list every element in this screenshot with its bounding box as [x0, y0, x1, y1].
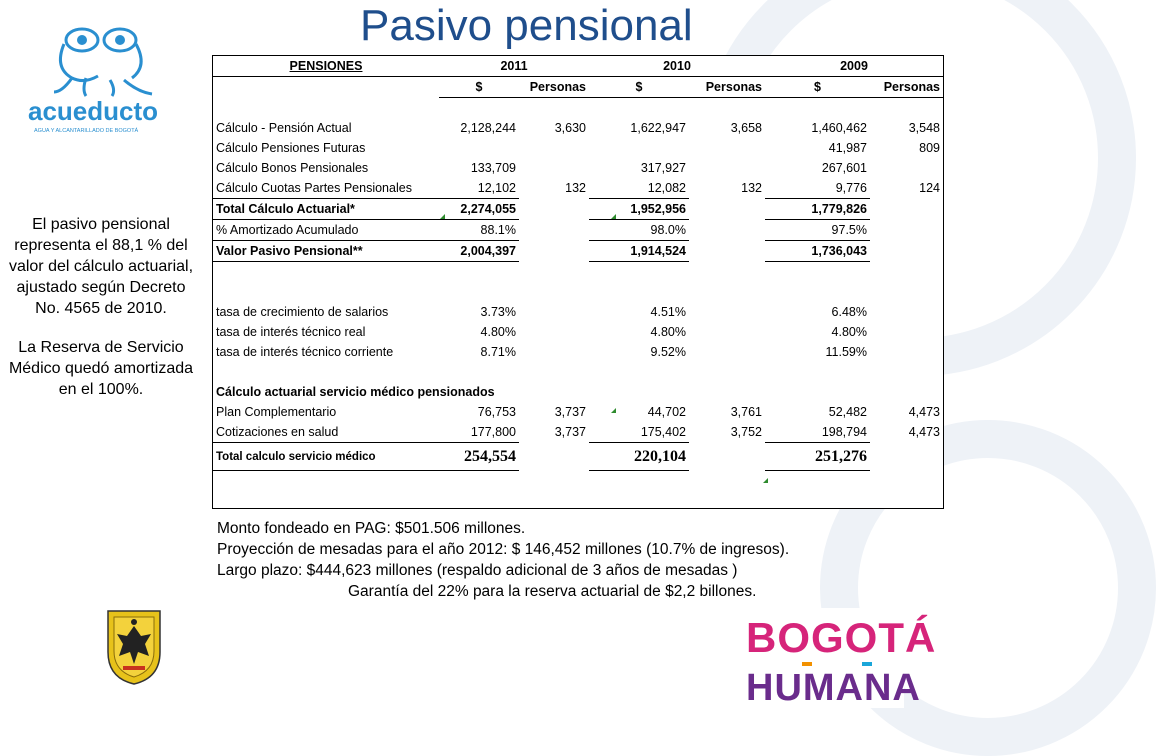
notes [217, 518, 947, 602]
table-row [213, 322, 943, 342]
people-column-header: Personas [519, 77, 589, 98]
value-cell: 88.1% [480, 223, 516, 237]
row-label: tasa de crecimiento de salarios [216, 305, 389, 319]
people-cell: 3,761 [730, 405, 762, 419]
people-cell: 124 [919, 181, 940, 196]
row-label: Total calculo servicio médico [213, 443, 439, 471]
row-label: Cálculo Pensiones Futuras [216, 141, 366, 155]
row-label: tasa de interés técnico corriente [216, 345, 394, 359]
value-cell: 12,082 [647, 181, 686, 195]
value-cell: 44,702 [647, 405, 686, 419]
people-column-header: Personas [689, 77, 765, 98]
value-cell: 1,952,956 [589, 199, 689, 220]
people-cell: 3,630 [554, 121, 586, 135]
value-cell: 52,482 [828, 405, 867, 419]
table-row [213, 220, 943, 241]
value-cell: 1,460,462 [811, 121, 867, 135]
value-cell: 220,104 [589, 443, 689, 471]
value-cell: 12,102 [477, 181, 516, 195]
row-label: Plan Complementario [216, 405, 337, 419]
page-title: Pasivo pensional [360, 1, 693, 50]
row-label: tasa de interés técnico real [216, 325, 366, 339]
money-column-header: $ [765, 77, 870, 98]
value-cell: 2,128,244 [460, 121, 516, 135]
row-label: % Amortizado Acumulado [216, 223, 359, 237]
value-cell: 2,004,397 [439, 241, 519, 262]
value-cell: 1,779,826 [765, 199, 870, 220]
value-cell: 8.71% [480, 345, 516, 359]
money-column-header: $ [439, 77, 519, 98]
note-line: Proyección de mesadas para el año 2012: $ 146,452 millones (10.7% de ingresos). [217, 541, 790, 558]
total-row [213, 443, 943, 471]
people-cell: 3,737 [554, 405, 586, 419]
table-header-row [213, 56, 943, 77]
row-label: Cálculo Bonos Pensionales [216, 161, 369, 175]
people-cell: 3,752 [730, 425, 762, 440]
note-line: Largo plazo: $444,623 millones (respaldo adicional de 3 años de mesadas ) [217, 562, 738, 579]
logo-name: acueducto [28, 96, 159, 126]
value-cell: 9.52% [650, 345, 686, 359]
comment-marker-icon [611, 408, 616, 413]
value-cell: 133,709 [470, 161, 516, 175]
spacer-row [213, 282, 943, 302]
year-2011-header: 2011 [439, 56, 589, 77]
value-cell: 254,554 [439, 443, 519, 471]
row-label: Cálculo Cuotas Partes Pensionales [216, 181, 412, 195]
side-paragraph: El pasivo pensional representa el 88,1 % del valor del cálculo actuarial, ajustado según Decreto No. 4565 de 2010. [8, 216, 194, 317]
comment-marker-icon [440, 214, 445, 219]
acueducto-logo [24, 18, 184, 138]
people-cell: 4,473 [908, 425, 940, 440]
medico-section-header: Cálculo actuarial servicio médico pensionados [216, 385, 495, 399]
people-cell: 3,737 [554, 425, 586, 440]
note-line: Garantía del 22% para la reserva actuarial de $2,2 billones. [348, 583, 757, 600]
logo-subtitle: AGUA Y ALCANTARILLADO DE BOGOTÁ [34, 128, 139, 134]
value-cell: 2,274,055 [439, 199, 519, 220]
value-cell: 267,601 [821, 161, 867, 175]
bogota-humana-logo [742, 608, 937, 709]
value-cell: 198,794 [821, 425, 867, 439]
people-cell: 132 [565, 181, 586, 196]
note-line: Monto fondeado en PAG: $501.506 millones. [217, 520, 526, 537]
people-cell: 3,658 [730, 121, 762, 135]
side-paragraph: La Reserva de Servicio Médico quedó amortizada en el 100%. [8, 339, 194, 398]
value-cell: 175,402 [640, 425, 686, 439]
table-row [213, 138, 943, 158]
value-cell: 97.5% [831, 223, 867, 237]
value-cell: 98.0% [650, 223, 686, 237]
pension-table [212, 55, 944, 509]
bogota-shield-icon [105, 608, 163, 686]
comment-marker-icon [763, 478, 768, 483]
row-label: Valor Pasivo Pensional** [213, 241, 439, 262]
year-2009-header: 2009 [765, 56, 943, 77]
value-cell: 41,987 [828, 141, 867, 155]
side-text [6, 214, 196, 418]
table-row [213, 158, 943, 178]
pensiones-header: PENSIONES [213, 56, 439, 77]
value-cell: 1,736,043 [765, 241, 870, 262]
value-cell: 9,776 [835, 181, 867, 195]
value-cell: 3.73% [480, 305, 516, 319]
value-cell: 4.80% [831, 325, 867, 339]
spacer-row [213, 362, 943, 382]
people-cell: 4,473 [908, 405, 940, 419]
value-cell: 11.59% [825, 345, 867, 359]
year-2010-header: 2010 [589, 56, 765, 77]
spacer-row [213, 98, 943, 119]
money-column-header: $ [589, 77, 689, 98]
spacer-row [213, 262, 943, 283]
table-subheader-row [213, 77, 943, 98]
table-row [213, 402, 943, 422]
section-header-row [213, 382, 943, 402]
people-column-header: Personas [870, 77, 943, 98]
value-cell: 251,276 [765, 443, 870, 471]
value-cell: 4.80% [480, 325, 516, 339]
row-label: Cálculo - Pensión Actual [216, 121, 352, 135]
total-row [213, 241, 943, 262]
table-row [213, 118, 943, 138]
value-cell: 177,800 [470, 425, 516, 439]
value-cell: 1,622,947 [630, 121, 686, 135]
table-row [213, 302, 943, 322]
row-label: Cotizaciones en salud [216, 425, 339, 439]
table-row [213, 178, 943, 199]
people-cell: 809 [919, 141, 940, 155]
table-row [213, 342, 943, 362]
people-cell: 3,548 [908, 121, 940, 135]
total-row [213, 199, 943, 220]
comment-marker-icon [611, 214, 616, 219]
people-cell: 132 [741, 181, 762, 196]
value-cell: 4.80% [650, 325, 686, 339]
value-cell: 317,927 [640, 161, 686, 175]
value-cell: 6.48% [831, 305, 867, 319]
row-label: Total Cálculo Actuarial* [213, 199, 439, 220]
bogota-logo-line1: BOGOTÁ [746, 614, 937, 661]
value-cell: 1,914,524 [589, 241, 689, 262]
value-cell: 4.51% [650, 305, 686, 319]
table-row [213, 422, 943, 443]
value-cell: 76,753 [477, 405, 516, 419]
bogota-logo-line2: HUMANA [746, 667, 921, 709]
